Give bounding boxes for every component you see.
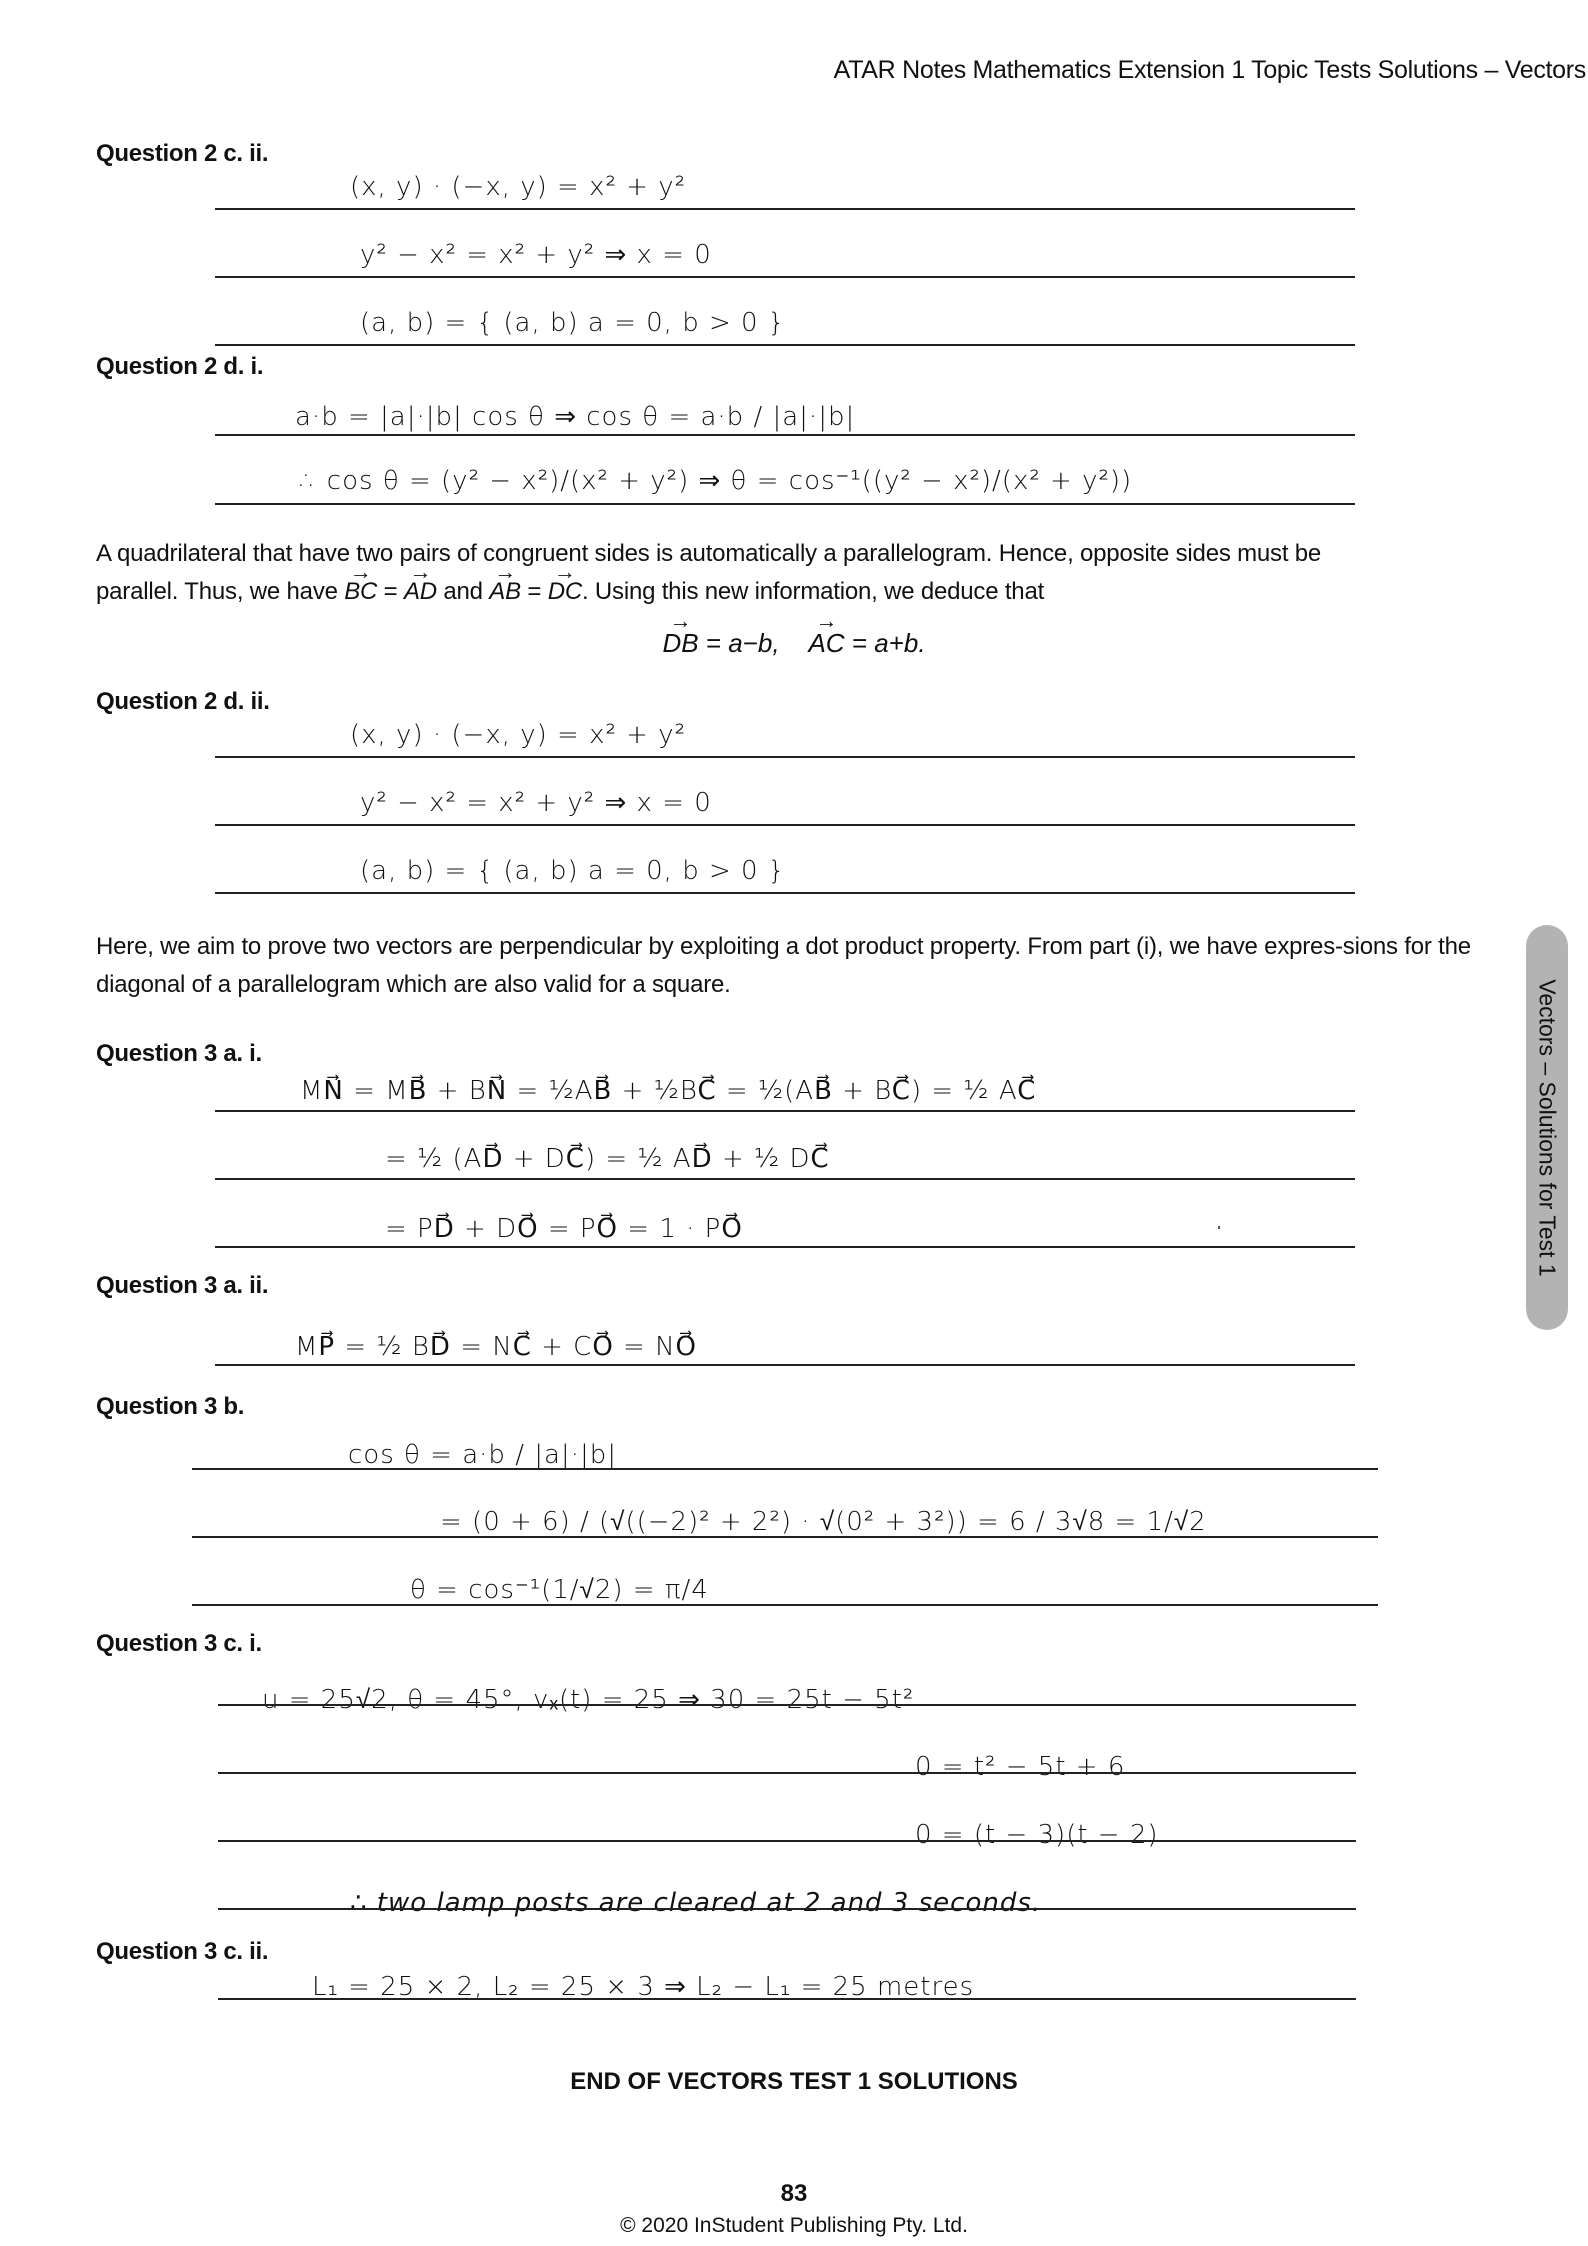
answer-rule [215,1364,1355,1366]
answer-rule [215,1110,1355,1112]
handwritten-line: u = 25√2, θ = 45°, vₓ(t) = 25 ⇒ 30 = 25t − 5t² [262,1685,915,1715]
paragraph-text: and [436,578,490,605]
running-header: ATAR Notes Mathematics Extension 1 Topic Tests Solutions – Vectors [833,56,1586,84]
handwritten-line: (a, b) = { (a, b) a = 0, b > 0 } [360,308,786,338]
question-label: Question 2 c. ii. [96,140,269,167]
paragraph-line: A quadrilateral that have two pairs of congruent sides is automatically a parallelogram. Hence, opposite sides must be [96,540,1322,567]
handwritten-line: y² − x² = x² + y² ⇒ x = 0 [360,788,712,818]
vector-dc: → DC [548,573,582,611]
side-tab-label: Vectors – Solutions for Test 1 [1534,978,1561,1277]
vector-ad: → AD [404,573,437,611]
handwritten-line: (a, b) = { (a, b) a = 0, b > 0 } [360,856,786,886]
answer-rule [192,1468,1378,1470]
question-label: Question 2 d. i. [96,353,264,380]
end-of-solutions: END OF VECTORS TEST 1 SOLUTIONS [570,2068,1018,2095]
handwritten-line: L₁ = 25 × 2, L₂ = 25 × 3 ⇒ L₂ − L₁ = 25 metres [312,1972,975,2002]
handwritten-line: ∴ two lamp posts are cleared at 2 and 3 seconds. [350,1888,1042,1918]
answer-rule [218,1704,1356,1706]
answer-rule [215,756,1355,758]
answer-rule [218,1772,1356,1774]
stray-mark [1218,1226,1220,1229]
handwritten-line: 0 = t² − 5t + 6 [915,1752,1126,1782]
answer-rule [218,1908,1356,1910]
handwritten-line: = ½ (AD⃗ + DC⃗) = ½ AD⃗ + ½ DC⃗ [385,1144,830,1174]
question-label: Question 2 d. ii. [96,688,270,715]
question-label: Question 3 b. [96,1393,245,1420]
page-number: 83 [780,2180,808,2207]
equation-text: = a+b. [844,628,926,658]
answer-rule [215,1178,1355,1180]
handwritten-line: ∴ cos θ = (y² − x²)/(x² + y²) ⇒ θ = cos⁻¹((y² − x²)/(x² + y²)) [300,466,1133,496]
paragraph-text: parallel. Thus, we have [96,578,345,605]
handwritten-line: (x, y) · (−x, y) = x² + y² [350,172,687,202]
answer-rule [215,208,1355,210]
paragraph-text: . Using this new information, we deduce that [581,578,1045,605]
question-label: Question 3 c. i. [96,1630,262,1657]
diagonal-equation [0,628,1588,659]
answer-rule [215,503,1355,505]
paragraph-line: parallel. Thus, we have → BC = → AD and → AB = → DC. Using this new information, we deduce that [96,573,1496,611]
answer-rule [215,824,1355,826]
answer-rule [215,892,1355,894]
handwritten-line: y² − x² = x² + y² ⇒ x = 0 [360,240,712,270]
question-label: Question 3 a. i. [96,1040,262,1067]
answer-rule [215,1246,1355,1248]
question-label: Question 3 a. ii. [96,1272,269,1299]
answer-rule [192,1604,1378,1606]
handwritten-line: (x, y) · (−x, y) = x² + y² [350,720,687,750]
explanation-paragraph [96,535,1496,611]
question-label: Question 3 c. ii. [96,1938,269,1965]
copyright: © 2020 InStudent Publishing Pty. Ltd. [620,2214,968,2237]
answer-rule [215,276,1355,278]
handwritten-line: MN⃗ = MB⃗ + BN⃗ = ½AB⃗ + ½BC⃗ = ½(AB⃗ + BC⃗) = ½ AC⃗ [300,1076,1037,1106]
vector-ab: → AB [489,573,521,611]
vector-ac: → AC [808,628,844,659]
handwritten-line: = (0 + 6) / (√((−2)² + 2²) · √(0² + 3²)) = 6 / 3√8 = 1/√2 [440,1507,1207,1537]
answer-rule [218,1998,1356,2000]
answer-rule [192,1536,1378,1538]
handwritten-line: 0 = (t − 3)(t − 2) [915,1820,1159,1850]
section-side-tab [1526,925,1568,1330]
handwritten-line: = PD⃗ + DO⃗ = PO⃗ = 1 · PO⃗ [385,1214,743,1244]
answer-rule [215,434,1355,436]
handwritten-line: a·b = |a|·|b| cos θ ⇒ cos θ = a·b / |a|·|b| [295,402,856,432]
answer-rule [215,344,1355,346]
vector-db: → DB [662,628,698,659]
explanation-paragraph: Here, we aim to prove two vectors are perpendicular by exploiting a dot product property. From part (i), we have expres-sions for the diagonal of a parallelogram which are also valid for a square. [96,933,1471,998]
handwritten-line: cos θ = a·b / |a|·|b| [348,1440,617,1470]
handwritten-line: MP⃗ = ½ BD⃗ = NC⃗ + CO⃗ = NO⃗ [295,1332,698,1362]
handwritten-line: θ = cos⁻¹(1/√2) = π/4 [410,1575,709,1605]
equation-text: = a−b, [698,628,780,658]
vector-bc: → BC [344,573,377,611]
answer-rule [218,1840,1356,1842]
